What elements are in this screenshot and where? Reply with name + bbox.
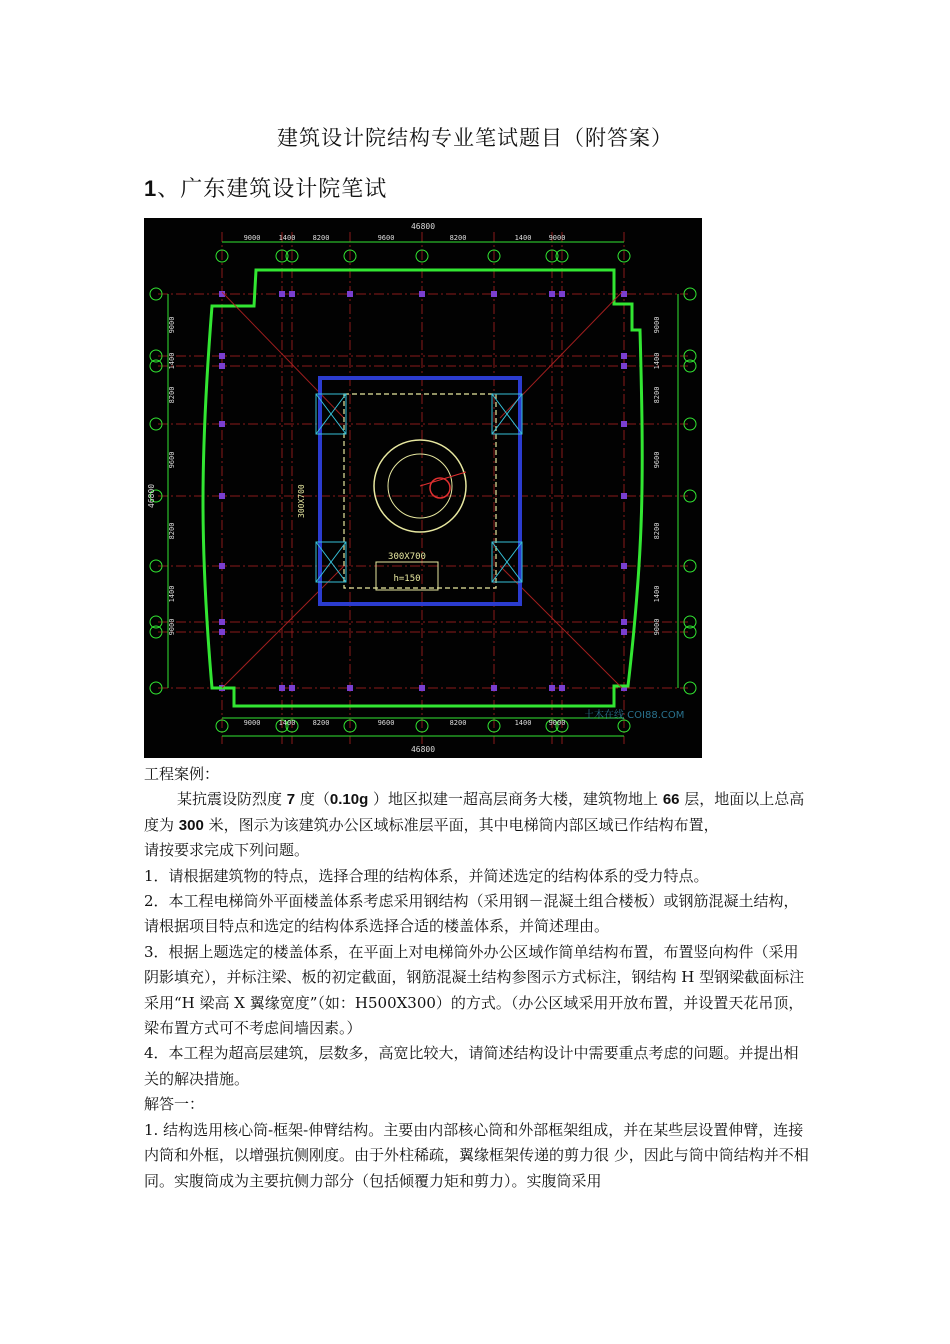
cad-floor-plan [144,218,702,758]
left-dimension-label: 9600 [168,451,176,469]
column-marker [621,421,627,427]
column-marker [219,563,225,569]
bottom-dimension-label: 9000 [243,719,261,727]
bottom-dimension-label: 9000 [548,719,566,727]
column-marker [219,619,225,625]
answer-1: 1. 结构选用核心筒-框架-伸臂结构。主要由内部核心筒和外部框架组成，并在某些层设置伸臂，连接内筒和外框，以增强抗侧刚度。由于外柱稀疏，翼缘框架传递的剪力很 少，因此与筒中筒结构并不相同。实腹筒成为主要抗侧力部分（包括倾覆力矩和剪力）。实腹筒采用 [144,1120,809,1190]
column-marker [219,363,225,369]
column-marker [219,629,225,635]
column-marker [219,493,225,499]
column-marker [491,685,497,691]
column-marker [621,291,627,297]
core-label-2: h=150 [393,574,421,584]
column-marker [289,685,295,691]
column-marker [279,685,285,691]
right-dimension-label: 1400 [653,352,661,370]
left-dimension-label: 8200 [168,386,176,404]
bottom-dimension-label: 8200 [449,719,467,727]
core-label-1: 300X700 [388,552,426,562]
column-marker [621,629,627,635]
watermark: 土木在线 COI88.COM [584,710,685,721]
case-heading: 工程案例： [144,765,220,783]
right-dimension-label: 8200 [653,386,661,404]
column-marker [621,563,627,569]
right-dimension-label: 9000 [653,618,661,636]
top-dimension-label: 8200 [312,234,330,242]
column-marker [621,493,627,499]
left-dimension-label: 1400 [168,585,176,603]
left-overall-dim: 46800 [147,483,156,508]
answer-heading: 解答一： [144,1095,205,1114]
column-marker [621,363,627,369]
document-body [144,762,810,1194]
section-heading [144,172,387,203]
bottom-dimension-label: 8200 [312,719,330,727]
top-dimension-label: 8200 [449,234,467,242]
right-dimension-label: 1400 [653,585,661,603]
column-marker [491,291,497,297]
top-dimension-label: 9000 [548,234,566,242]
left-dimension-label: 1400 [168,352,176,370]
column-marker [219,421,225,427]
bottom-dimension-label: 1400 [514,719,532,727]
case-intro: 某抗震设防烈度 7 度（0.10g ）地区拟建一超高层商务大楼，建筑物地上 66 层，地面以上总高度为 300 米，图示为该建筑办公区域标准层平面，其中电梯筒内部区域已作结构布置， [144,790,805,834]
bottom-dimension-label: 9600 [377,719,395,727]
column-marker [347,291,353,297]
right-dimension-label: 8200 [653,522,661,540]
bottom-overall-dim: 46800 [410,745,436,754]
left-dimension-label: 9000 [168,618,176,636]
column-marker [549,685,555,691]
left-dimension-label: 8200 [168,522,176,540]
column-marker [559,291,565,297]
column-marker [419,291,425,297]
question-1: 1．请根据建筑物的特点，选择合理的结构体系，并简述选定的结构体系的受力特点。 [144,866,709,885]
document-title: 建筑设计院结构专业笔试题目（附答案） [277,126,673,150]
column-marker [219,353,225,359]
top-dimension-label: 9000 [243,234,261,242]
top-dimension-label: 1400 [278,234,296,242]
request-line: 请按要求完成下列问题。 [144,841,310,860]
column-marker [289,291,295,297]
column-marker [419,685,425,691]
right-dimension-label: 9600 [653,451,661,469]
column-marker [549,291,555,297]
column-marker [279,291,285,297]
top-dimension-label: 9600 [377,234,395,242]
column-marker [621,619,627,625]
top-dimension-label: 1400 [514,234,532,242]
section-title: 、广东建筑设计院笔试 [157,177,388,202]
column-marker [347,685,353,691]
left-dimension-label: 9000 [168,316,176,334]
column-marker [621,353,627,359]
question-2: 2．本工程电梯筒外平面楼盖体系考虑采用钢结构（采用钢－混凝土组合楼板）或钢筋混凝土结构，请根据项目特点和选定的结构体系选择合适的楼盖体系，并简述理由。 [144,892,799,936]
question-4: 4．本工程为超高层建筑，层数多，高宽比较大，请简述结构设计中需要重点考虑的问题。并提出相关的解决措施。 [144,1044,799,1088]
right-dimension-label: 9000 [653,316,661,334]
column-marker [559,685,565,691]
core-side-label: 300X700 [297,484,306,518]
bottom-dimension-label: 1400 [278,719,296,727]
question-3: 3．根据上题选定的楼盖体系，在平面上对电梯筒外办公区域作简单结构布置，布置竖向构件（采用阴影填充），并标注梁、板的初定截面，钢筋混凝土结构参图示方式标注，钢结构 H 型钢梁截面标注采用“H 梁高 X 翼缘宽度”（如：H500X300）的方式。（办公区域采用开放布置，并设置天花吊顶，梁布置方式可不考虑间墙因素。） [144,942,805,1038]
top-overall-dim: 46800 [410,222,436,231]
section-number: 1 [144,176,158,201]
floor-plan-drawing [144,218,702,758]
